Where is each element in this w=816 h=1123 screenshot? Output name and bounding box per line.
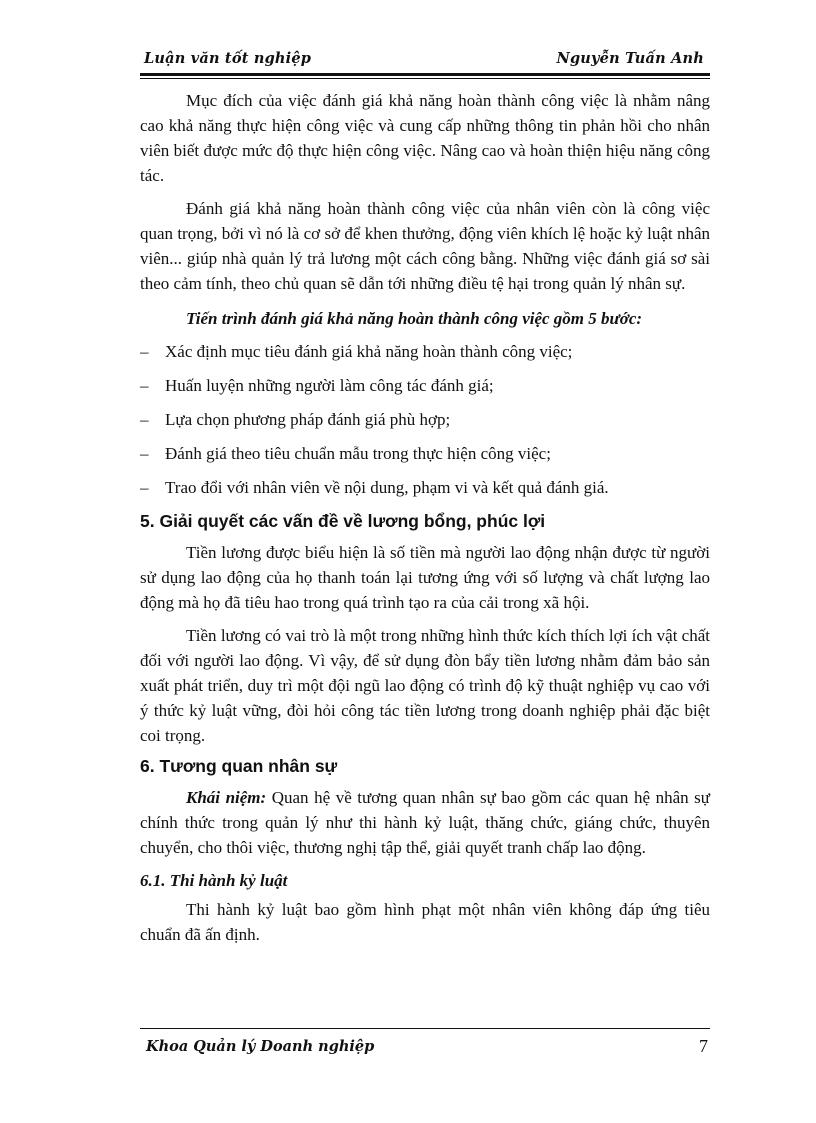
concept-text: Quan hệ về tương quan nhân sự bao gồm các quan hệ nhân sự chính thức trong quản lý như thi hành kỷ luật, thăng chức, giáng chức, thuyên chuyển, cho thôi việc, thương nghị tập thể, giải quyết tranh chấp lao động. — [140, 788, 711, 857]
paragraph-importance: Đánh giá khả năng hoàn thành công việc của nhân viên còn là công việc quan trọng, bởi vì nó là cơ sở để khen thưởng, động viên khích lệ hoặc kỷ luật nhân viên... giúp nhà quản lý trả lương một cách công bằng. Những việc đánh giá sơ sài theo cảm tính, theo chủ quan sẽ dẫn tới những điều tệ hại trong quản lý nhân sự. — [140, 199, 710, 293]
paragraph-discipline: Thi hành kỷ luật bao gồm hình phạt một nhân viên không đáp ứng tiêu chuẩn đã ấn định. — [140, 900, 710, 944]
paragraph-salary-definition: Tiền lương được biểu hiện là số tiền mà người lao động nhận được từ người sử dụng lao động của họ thanh toán lại tương ứng với số lượng và chất lượng lao động mà họ đã tiêu hao trong quá trình tạo ra của cải trong xã hội. — [140, 543, 710, 612]
dash-bullet: – — [140, 376, 149, 395]
paragraph-purpose: Mục đích của việc đánh giá khả năng hoàn thành công việc là nhằm nâng cao khả năng thực hiện công việc và cung cấp những thông tin phản hồi cho nhân viên biết được mức độ thực hiện công việc. Nâng cao và hoàn thiện hiệu năng công tác. — [140, 91, 710, 185]
section-5-heading: 5. Giải quyết các vấn đề về lương bổng, phúc lợi — [140, 511, 546, 531]
footer-rule — [140, 1028, 710, 1029]
list-item-text: Xác định mục tiêu đánh giá khả năng hoàn thành công việc; — [165, 342, 573, 361]
subsection-6-1-heading: 6.1. Thi hành kỷ luật — [140, 871, 288, 890]
page-body — [140, 88, 710, 947]
list-item-text: Huấn luyện những người làm công tác đánh giá; — [165, 376, 494, 395]
dash-bullet: – — [140, 342, 149, 361]
list-item — [140, 373, 710, 398]
list-item — [140, 339, 710, 364]
process-steps-list — [140, 339, 710, 500]
footer-department: Khoa Quản lý Doanh nghiệp — [146, 1038, 375, 1055]
dash-bullet: – — [140, 410, 149, 429]
paragraph-salary-role: Tiền lương có vai trò là một trong những hình thức kích thích lợi ích vật chất đối với người lao động. Vì vậy, để sử dụng đòn bẩy tiền lương nhằm đảm bảo sản xuất phát triển, duy trì một đội ngũ lao động có trình độ kỹ thuật nghiệp vụ cao với ý thức kỷ luật vững, đòi hỏi công tác tiền lương trong doanh nghiệp phải đặc biệt coi trọng. — [140, 626, 710, 745]
list-item — [140, 407, 710, 432]
header-author-name: Nguyễn Tuấn Anh — [556, 50, 704, 67]
page-number: 7 — [699, 1036, 708, 1056]
paragraph-concept — [140, 785, 710, 860]
process-lead: Tiến trình đánh giá khả năng hoàn thành công việc gồm 5 bước: — [186, 309, 643, 328]
list-item-text: Trao đổi với nhân viên về nội dung, phạm vi và kết quả đánh giá. — [165, 478, 609, 497]
header-rule — [140, 73, 710, 76]
dash-bullet: – — [140, 444, 149, 463]
concept-label: Khái niệm: — [186, 788, 267, 807]
page-footer — [140, 1036, 710, 1060]
page-header — [140, 48, 710, 74]
section-6-heading: 6. Tương quan nhân sự — [140, 756, 338, 776]
dash-bullet: – — [140, 478, 149, 497]
list-item-text: Đánh giá theo tiêu chuẩn mẫu trong thực hiện công việc; — [165, 444, 551, 463]
list-item-text: Lựa chọn phương pháp đánh giá phù hợp; — [165, 410, 451, 429]
list-item — [140, 475, 710, 500]
list-item — [140, 441, 710, 466]
header-thesis-label: Luận văn tốt nghiệp — [144, 50, 312, 67]
